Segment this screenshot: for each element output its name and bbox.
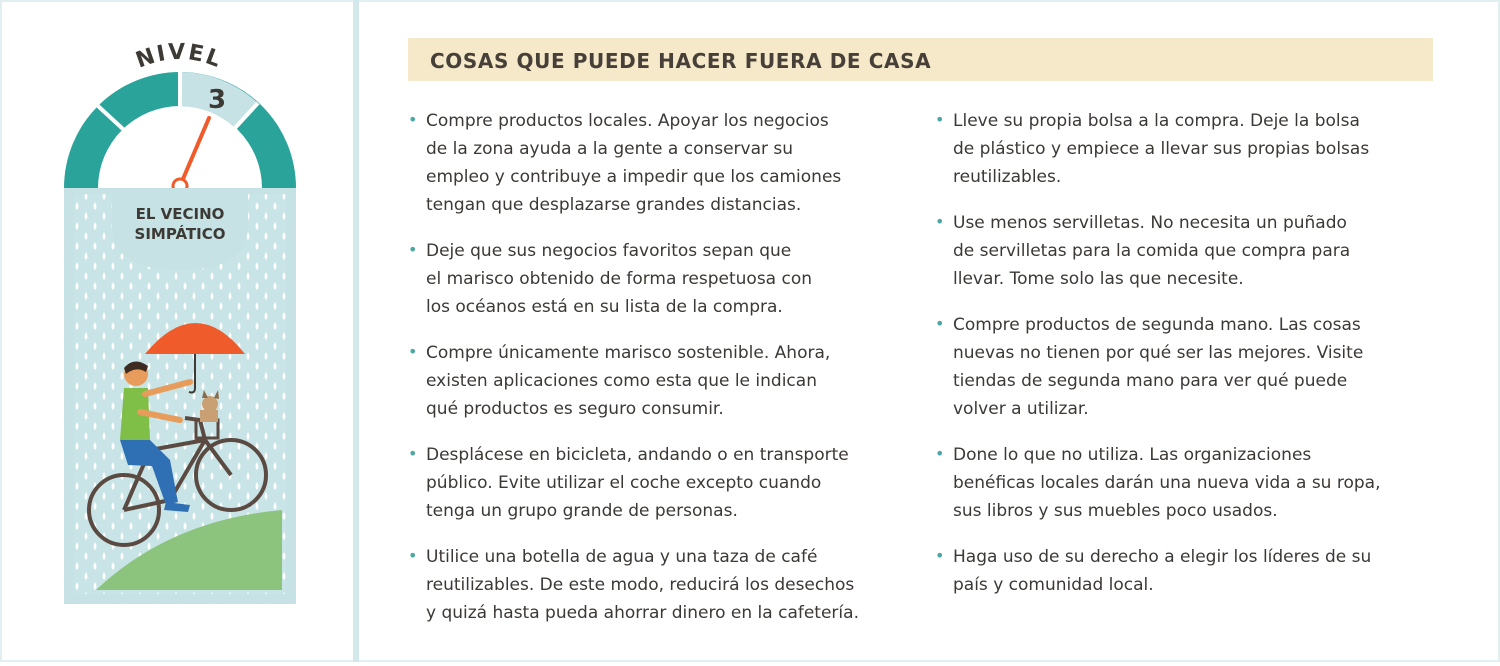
gauge-needle bbox=[180, 118, 209, 186]
bullet-icon: • bbox=[935, 212, 945, 231]
column-divider bbox=[353, 0, 359, 662]
bullet-icon: • bbox=[935, 110, 945, 129]
tip-item bbox=[935, 107, 1445, 191]
tip-text: Compre productos de segunda mano. Las cosas nuevas no tienen por qué ser las mejores. Visite tiendas de segunda mano para ver qué puede volver a utilizar. bbox=[953, 315, 1364, 419]
bullet-icon: • bbox=[408, 240, 418, 259]
tip-item bbox=[408, 441, 918, 525]
badge-line-1: EL VECINO bbox=[135, 205, 225, 223]
tip-text: Desplácese en bicicleta, andando o en transporte público. Evite utilizar el coche excepto cuando tenga un grupo grande de personas. bbox=[426, 445, 849, 521]
tip-text: Done lo que no utiliza. Las organizaciones benéficas locales darán una nueva vida a su ropa, sus libros y sus muebles poco usados. bbox=[953, 445, 1381, 521]
tip-text: Compre únicamente marisco sostenible. Ahora, existen aplicaciones como esta que le indican qué productos es seguro consumir. bbox=[426, 343, 831, 419]
tip-text: Use menos servilletas. No necesita un puñado de servilletas para la comida que compra para llevar. Tome solo las que necesite. bbox=[953, 213, 1351, 289]
badge-line-2: SIMPÁTICO bbox=[134, 225, 226, 243]
level-gauge-illustration bbox=[0, 0, 353, 662]
tips-column-left bbox=[408, 107, 918, 645]
tip-text: Deje que sus negocios favoritos sepan que el marisco obtenido de forma respetuosa con los océanos está en su lista de la compra. bbox=[426, 241, 813, 317]
tip-text: Haga uso de su derecho a elegir los líderes de su país y comunidad local. bbox=[953, 547, 1372, 595]
bullet-icon: • bbox=[935, 444, 945, 463]
tip-item bbox=[408, 543, 918, 627]
tip-item bbox=[408, 339, 918, 423]
bullet-icon: • bbox=[935, 546, 945, 565]
tips-column-right bbox=[935, 107, 1445, 617]
level-illustration bbox=[0, 0, 353, 662]
tip-text: Utilice una botella de agua y una taza de café reutilizables. De este modo, reducirá los desechos y quizá hasta pueda ahorrar dinero en la cafetería. bbox=[426, 547, 859, 623]
tip-text: Lleve su propia bolsa a la compra. Deje la bolsa de plástico y empiece a llevar sus propias bolsas reutilizables. bbox=[953, 111, 1370, 187]
section-title: COSAS QUE PUEDE HACER FUERA DE CASA bbox=[430, 49, 932, 73]
bullet-icon: • bbox=[408, 546, 418, 565]
bullet-icon: • bbox=[408, 110, 418, 129]
level-label: NIVEL bbox=[132, 39, 226, 74]
section-header bbox=[408, 38, 1433, 81]
tip-item bbox=[935, 543, 1445, 599]
level-number: 3 bbox=[207, 85, 227, 115]
tip-item bbox=[935, 441, 1445, 525]
tip-item bbox=[935, 209, 1445, 293]
bullet-icon: • bbox=[408, 342, 418, 361]
tip-item bbox=[408, 107, 918, 219]
bullet-icon: • bbox=[935, 314, 945, 333]
tip-item bbox=[408, 237, 918, 321]
tip-item bbox=[935, 311, 1445, 423]
gauge-arch bbox=[64, 72, 296, 188]
bullet-icon: • bbox=[408, 444, 418, 463]
tip-text: Compre productos locales. Apoyar los negocios de la zona ayuda a la gente a conservar su empleo y contribuye a impedir que los camiones tengan que desplazarse grandes distancias. bbox=[426, 111, 842, 215]
